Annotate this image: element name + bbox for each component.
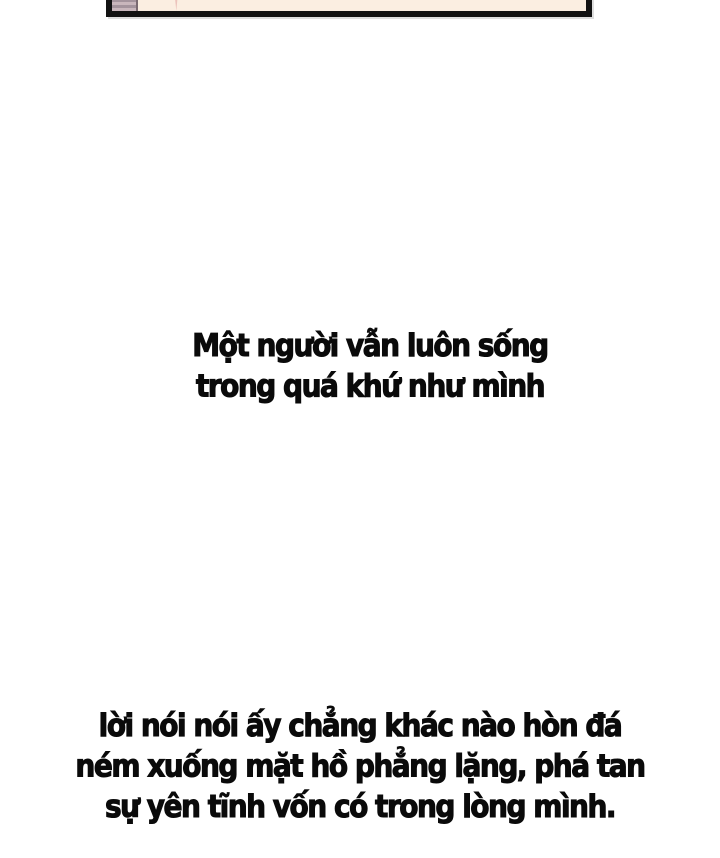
narration-block-2 — [0, 706, 720, 827]
narration-line: trong quá khứ như mình — [195, 367, 545, 405]
hair-strand-shape — [168, 0, 184, 11]
comic-panel-fragment — [106, 0, 592, 17]
narration-line: lời nói nói ấy chẳng khác nào hòn đá — [98, 707, 622, 745]
stacked-pages-object — [112, 0, 138, 11]
narration-line: Một người vẫn luôn sống — [192, 327, 548, 365]
narration-line: sự yên tĩnh vốn có trong lòng mình. — [104, 787, 616, 825]
narration-block-1 — [10, 326, 720, 407]
narration-line: ném xuống mặt hồ phẳng lặng, phá tan — [75, 747, 645, 785]
